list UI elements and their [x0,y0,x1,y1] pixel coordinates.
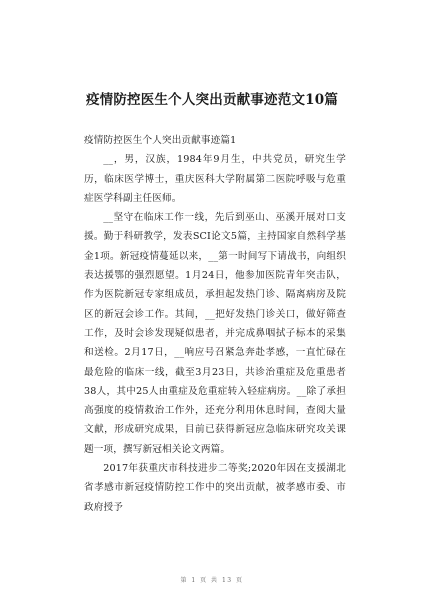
paragraph-profile: __，男，汉族，1984年9月生，中共党员，研究生学历，临床医学博士，重庆医科大学附属第二医院呼吸与危重症医学科副主任医师。 [84,154,346,204]
section-title: 疫情防控医生个人突出贡献事迹篇1 [84,135,237,146]
paragraph-deeds: __坚守在临床工作一线，先后到巫山、巫溪开展对口支援。勤于科研教学，发表SCI论文5篇，主持国家自然科学基金1项。新冠疫情蔓延以来，__第一时间写下请战书，向组织表达援鄂的强烈愿望。1月24日，他参加医院青年突击队，作为医院新冠专家组成员，承担起发热门诊、隔离病房及院区的新冠会诊工作。其间，__把好发热门诊关口，做好筛查工作，及时会诊发现疑似患者，并完成鼻咽拭子标本的采集和送检。2月17日，__响应号召紧急奔赴孝感，一直忙碌在最危险的临床一线，截至3月23日，共诊治重症及危重患者38人，其中25人由重症及危重症转入轻症病房。__除了承担高强度的疫情救治工作外，还充分利用休息时间，查阅大量文献，形成研究成果，目前已获得新冠应急临床研究攻关课题一项，撰写新冠相关论文两篇。 [84,212,346,455]
page-number-footer: 第 1 页 共 13 页 [180,577,244,584]
document-title: 疫情防控医生个人突出贡献事迹范文10篇 [85,92,339,108]
document-body [84,131,346,517]
paragraph-awards: 2017年获重庆市科技进步二等奖;2020年因在支援湖北省孝感市新冠疫情防控工作中的突出贡献，被孝感市委、市政府授予 [84,463,346,513]
